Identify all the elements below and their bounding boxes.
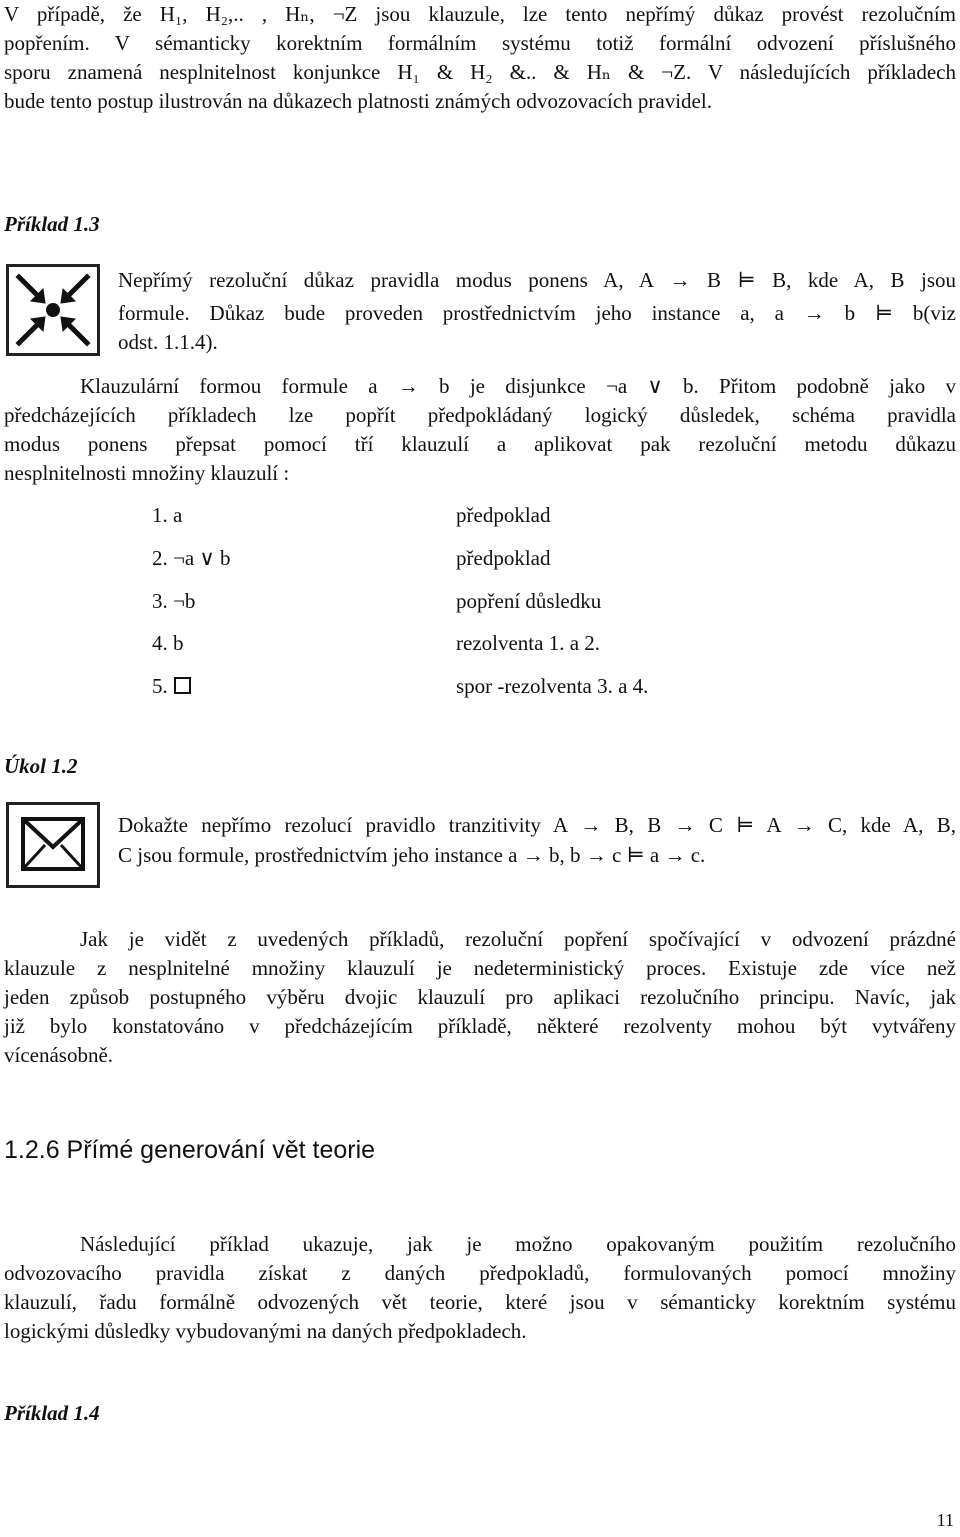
section-title: 1.2.6 Přímé generování vět teorie [4,1136,376,1164]
text-line: popřením. V sémanticky korektním formálním systému totiž formální odvození příslušného [4,31,956,55]
step-number: 5. [152,674,168,698]
empty-clause-square-icon [174,677,191,694]
text-line: modus ponens přepsat pomocí tří klauzulí a aplikovat pak rezoluční metodu důkazu [4,432,956,456]
example-heading: Příklad 1.3 [4,212,100,236]
step-justification: předpoklad [456,546,551,570]
step-formula: 2. ¬a ∨ b [152,546,231,570]
text-line: předcházejících příkladech lze popřít předpokládaný logický důsledek, schéma pravidla [4,403,956,427]
text-line: V případě, že H₁, H₂,.. , Hₙ, ¬Z jsou klauzule, lze tento nepřímý důkaz provést rezolučním [4,2,956,26]
text-line: sporu znamená nesplnitelnost konjunkce H₁ & H₂ &.. & Hₙ & ¬Z. V následujících příkladech [4,60,956,84]
step-justification: rezolventa 1. a 2. [456,631,601,655]
step-justification: předpoklad [456,503,551,527]
task-heading: Úkol 1.2 [4,754,78,778]
text-line: nesplnitelnosti množiny klauzulí : [4,461,290,485]
text-line: klauzulí, řadu formálně odvozených vět teorie, které jsou v sémanticky korektním systému [4,1290,956,1314]
text-line: Klauzulární formou formule a → b je disjunkce ¬a ∨ b. Přitom podobně jako v [80,374,956,398]
step-justification: popření důsledku [456,589,602,613]
text-line: Jak je vidět z uvedených příkladů, rezoluční popření spočívající v odvození prázdné [80,927,956,951]
text-line: logickými důsledky vybudovanými na daných předpokladech. [4,1319,527,1343]
text-line: Následující příklad ukazuje, jak je možno opakovaným použitím rezolučního [80,1232,956,1256]
step-formula-empty-clause [152,672,191,701]
envelope-icon [6,802,100,888]
text-line: Nepřímý rezoluční důkaz pravidla modus ponens A, A → B ⊨ B, kde A, B jsou [118,268,956,292]
text-line: vícenásobně. [4,1043,114,1067]
text-line: Dokažte nepřímo rezolucí pravidlo tranzitivity A → B, B → C ⊨ A → C, kde A, B, [118,813,956,837]
text-line: odst. 1.1.4). [118,330,218,354]
text-line: formule. Důkaz bude proveden prostřednictvím jeho instance a, a → b ⊨ b(viz [118,301,956,325]
example-heading: Příklad 1.4 [4,1401,100,1425]
text-line: klauzule z nesplnitelné množiny klauzulí je nedeterministický proces. Existuje zde více než [4,956,956,980]
step-formula: 4. b [152,631,184,655]
step-justification: spor -rezolventa 3. a 4. [456,674,649,698]
text-line: C jsou formule, prostřednictvím jeho instance a → b, b → c ⊨ a → c. [118,843,706,867]
text-line: již bylo konstatováno v předcházejícím příkladě, některé rezolventy mohou být vytvářeny [4,1014,956,1038]
concentric-arrows-icon [6,264,100,356]
step-formula: 3. ¬b [152,589,196,613]
text-line: bude tento postup ilustrován na důkazech platnosti známých odvozovacích pravidel. [4,89,712,113]
page-number: 11 [936,1510,954,1530]
step-formula: 1. a [152,503,183,527]
text-line: odvozovacího pravidla získat z daných předpokladů, formulovaných pomocí množiny [4,1261,956,1285]
text-line: jeden způsob postupného výběru dvojic klauzulí pro aplikaci rezolučního principu. Navíc, jak [4,985,956,1009]
